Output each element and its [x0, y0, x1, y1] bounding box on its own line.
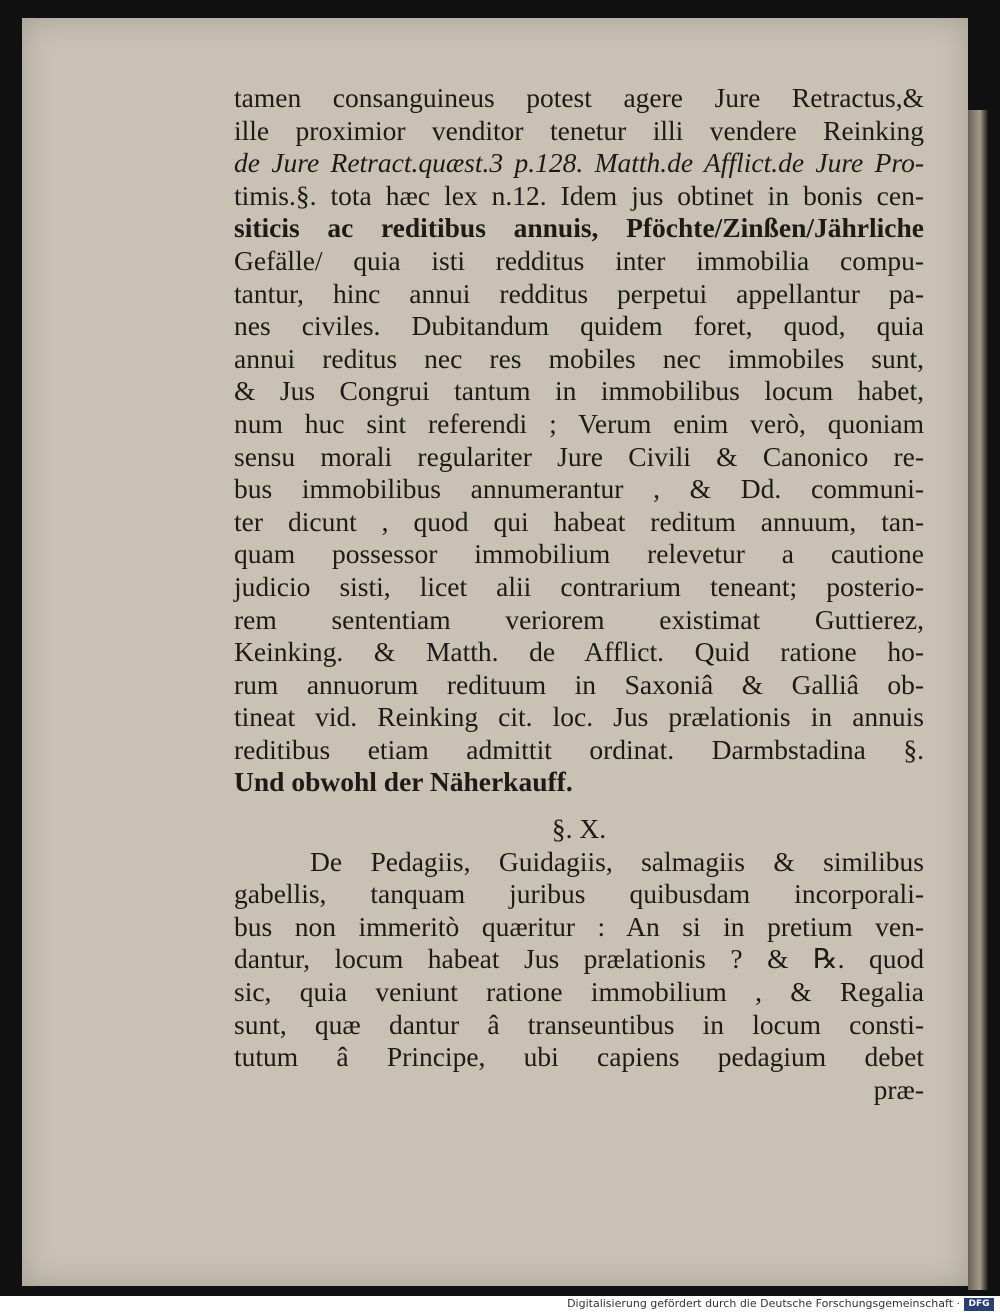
text-line: ter dicunt , quod qui habeat reditum annuum, tan-: [234, 505, 924, 537]
text-line: de Jure Retract.quæst.3 p.128. Matth.de Afflict.de Jure Pro-: [234, 147, 924, 179]
section-line: gabellis, tanquam juribus quibusdam incorporali-: [234, 878, 924, 910]
text-line: siticis ac reditibus annuis, Pföchte/Zinßen/Jährliche: [234, 212, 924, 244]
text-line: rum annuorum redituum in Saxoniâ & Galliâ ob-: [234, 668, 924, 700]
text-line: Gefälle/ quia isti redditus inter immobilia compu-: [234, 244, 924, 276]
text-line: nes civiles. Dubitandum quidem foret, quod, quia: [234, 310, 924, 342]
text-line: timis.§. tota hæc lex n.12. Idem jus obtinet in bonis cen-: [234, 179, 924, 211]
section-line: tutum â Principe, ubi capiens pedagium debet: [234, 1041, 924, 1073]
text-line: & Jus Congrui tantum in immobilibus locum habet,: [234, 375, 924, 407]
text-line: tineat vid. Reinking cit. loc. Jus prælationis in annuis: [234, 701, 924, 733]
text-line: bus immobilibus annumerantur , & Dd. communi-: [234, 473, 924, 505]
section-line: sic, quia veniunt ratione immobilium , & Regalia: [234, 976, 924, 1008]
section-line: sunt, quæ dantur â transeuntibus in locum consti-: [234, 1008, 924, 1040]
text-line: Und obwohl der Näherkauff.: [234, 766, 573, 798]
text-line: annui reditus nec res mobiles nec immobiles sunt,: [234, 342, 924, 374]
dfg-logo: DFG: [964, 1298, 994, 1311]
catchword: præ-: [873, 1073, 924, 1105]
page-edge-shadow: [968, 110, 988, 1290]
text-line: ille proximior venditor tenetur illi vendere Reinking: [234, 114, 924, 146]
section-line: dantur, locum habeat Jus prælationis ? & ℞. quod: [234, 943, 924, 975]
text-line: reditibus etiam admittit ordinat. Darmbstadina §.: [234, 733, 924, 765]
section-heading: §. X.: [551, 813, 607, 845]
text-line: tamen consanguineus potest agere Jure Retractus,&: [234, 82, 924, 113]
page-text: [234, 82, 924, 1106]
text-line: rem sententiam veriorem existimat Guttierez,: [234, 603, 924, 635]
text-line: Keinking. & Matth. de Afflict. Quid ratione ho-: [234, 636, 924, 668]
digitization-credit: Digitalisierung gefördert durch die Deutsche Forschungsgemeinschaft ·: [567, 1297, 960, 1310]
section-line: bus non immeritò quæritur : An si in pretium ven-: [234, 910, 924, 942]
text-line: judicio sisti, licet alii contrarium teneant; posterio-: [234, 570, 924, 602]
section-line: De Pedagiis, Guidagiis, salmagiis & similibus: [310, 845, 924, 877]
text-line: quam possessor immobilium relevetur a cautione: [234, 538, 924, 570]
text-line: tantur, hinc annui redditus perpetui appellantur pa-: [234, 277, 924, 309]
text-line: num huc sint referendi ; Verum enim verò, quoniam: [234, 407, 924, 439]
text-line: sensu morali regulariter Jure Civili & Canonico re-: [234, 440, 924, 472]
